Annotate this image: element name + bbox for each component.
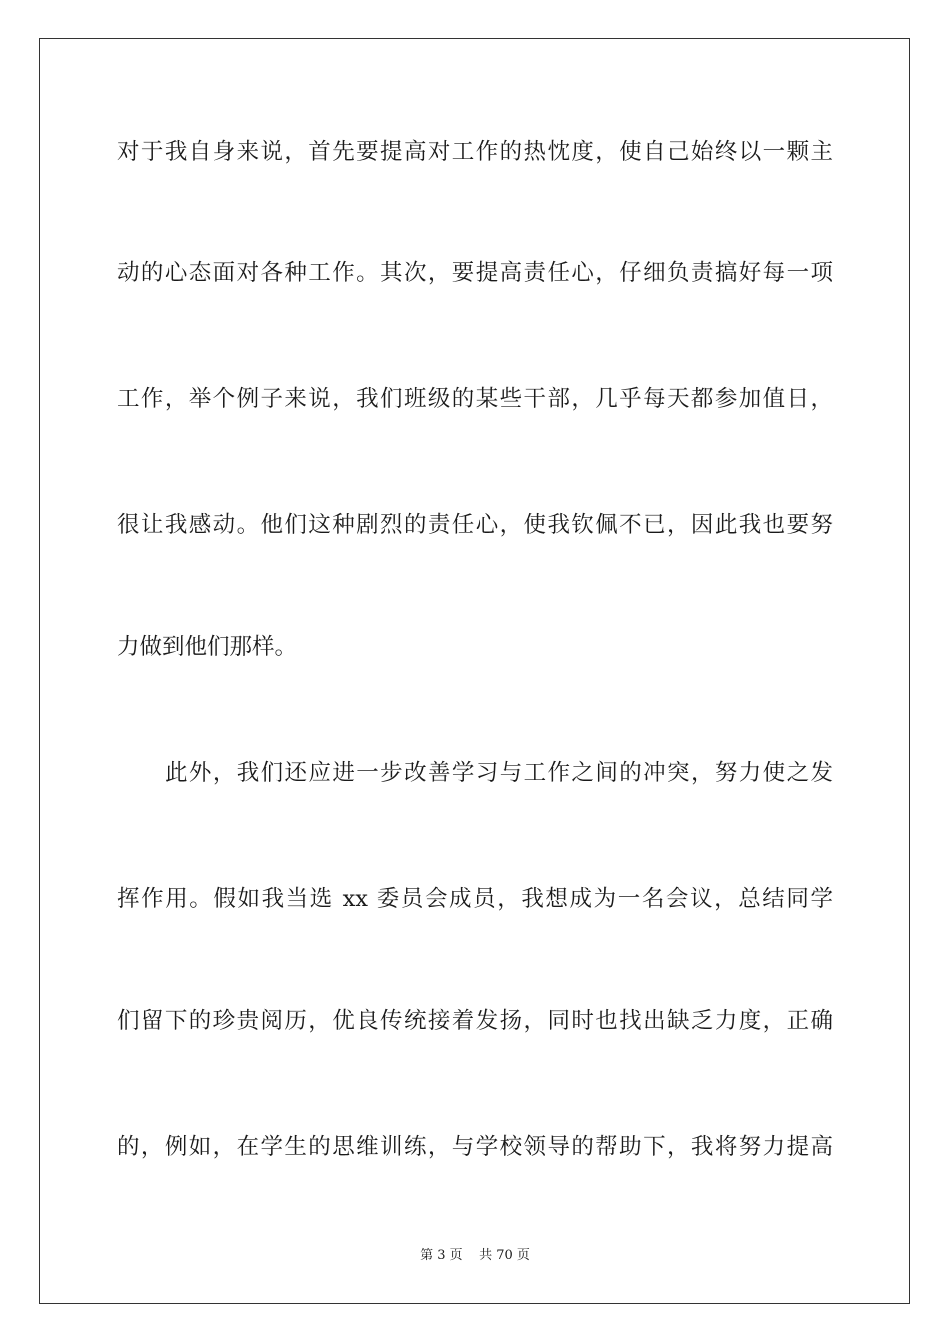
text-line: 力做到他们那样。 — [117, 634, 298, 660]
text-line: 很让我感动。他们这种剧烈的责任心，使我钦佩不已，因此我也要努 — [117, 512, 833, 538]
text-line: 动的心态面对各种工作。其次，要提高责任心，仔细负责搞好每一项 — [117, 260, 833, 286]
page-number-footer: 第 3 页 共 70 页 — [420, 1248, 530, 1263]
text-line: 工作，举个例子来说，我们班级的某些干部，几乎每天都参加值日， — [117, 386, 833, 412]
text-line: 的，例如，在学生的思维训练，与学校领导的帮助下，我将努力提高 — [117, 1134, 833, 1160]
text-line: 对于我自身来说，首先要提高对工作的热忱度，使自己始终以一颗主 — [117, 139, 833, 165]
text-line: 们留下的珍贵阅历，优良传统接着发扬，同时也找出缺乏力度，正确 — [117, 1008, 833, 1034]
text-line: 此外，我们还应进一步改善学习与工作之间的冲突，努力使之发 — [165, 760, 833, 786]
page-frame — [39, 38, 910, 1304]
text-line: 挥作用。假如我当选 xx 委员会成员，我想成为一名会议，总结同学 — [117, 886, 833, 912]
